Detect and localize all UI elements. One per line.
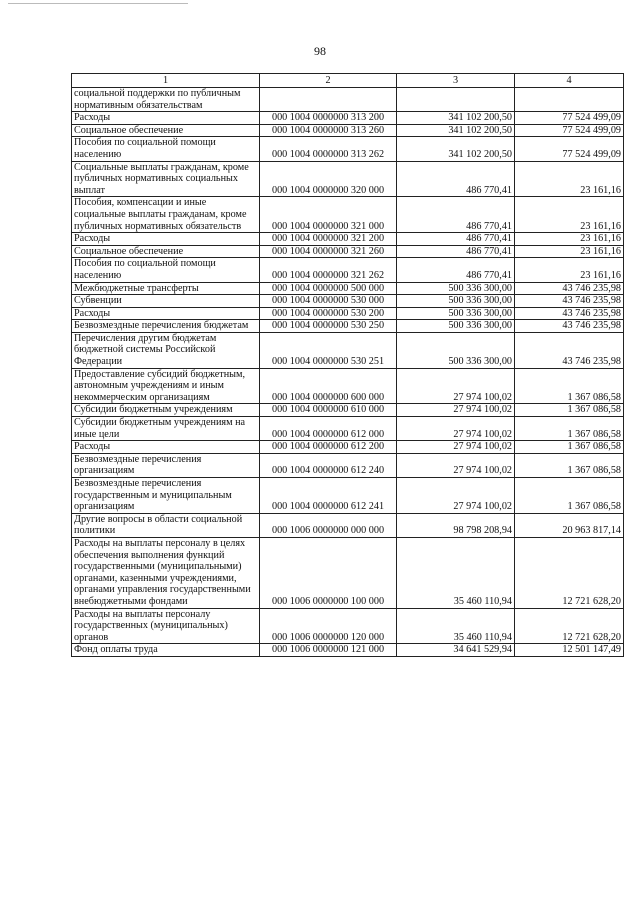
- approved-amount-cell: 27 974 100,02: [397, 368, 515, 404]
- table-row: [72, 608, 624, 644]
- table-row: [72, 112, 624, 125]
- approved-amount-cell: 341 102 200,50: [397, 137, 515, 161]
- table-body: [72, 88, 624, 657]
- budget-code-cell: 000 1004 0000000 612 000: [260, 417, 397, 441]
- item-name-cell: Субвенции: [72, 295, 260, 308]
- approved-amount-cell: 500 336 300,00: [397, 282, 515, 295]
- executed-amount-cell: 43 746 235,98: [515, 282, 624, 295]
- table-row: [72, 417, 624, 441]
- budget-code-cell: 000 1004 0000000 321 000: [260, 197, 397, 233]
- budget-code-cell: 000 1004 0000000 313 260: [260, 124, 397, 137]
- item-name-cell: Пособия по социальной помощи населению: [72, 258, 260, 282]
- table-row: [72, 513, 624, 537]
- executed-amount-cell: 1 367 086,58: [515, 368, 624, 404]
- page-number: 98: [314, 44, 326, 58]
- executed-amount-cell: 77 524 499,09: [515, 112, 624, 125]
- table-row: [72, 537, 624, 608]
- table-row: [72, 258, 624, 282]
- approved-amount-cell: 27 974 100,02: [397, 417, 515, 441]
- approved-amount-cell: 34 641 529,94: [397, 644, 515, 657]
- budget-code-cell: 000 1004 0000000 313 262: [260, 137, 397, 161]
- budget-code-cell: 000 1004 0000000 612 241: [260, 478, 397, 514]
- item-name-cell: Субсидии бюджетным учреждениям на иные цели: [72, 417, 260, 441]
- executed-amount-cell: 12 721 628,20: [515, 608, 624, 644]
- approved-amount-cell: 27 974 100,02: [397, 441, 515, 454]
- table-row: [72, 233, 624, 246]
- item-name-cell: Социальное обеспечение: [72, 245, 260, 258]
- item-name-cell: Межбюджетные трансферты: [72, 282, 260, 295]
- executed-amount-cell: 1 367 086,58: [515, 478, 624, 514]
- approved-amount-cell: 27 974 100,02: [397, 478, 515, 514]
- table-row: [72, 404, 624, 417]
- executed-amount-cell: 23 161,16: [515, 258, 624, 282]
- approved-amount-cell: 500 336 300,00: [397, 307, 515, 320]
- item-name-cell: Безвозмездные перечисления государственным и муниципальным организациям: [72, 478, 260, 514]
- budget-code-cell: 000 1004 0000000 320 000: [260, 161, 397, 197]
- header-col-3: 3: [397, 74, 515, 88]
- table-row: [72, 197, 624, 233]
- header-row: [72, 74, 624, 88]
- budget-code-cell: 000 1004 0000000 530 200: [260, 307, 397, 320]
- approved-amount-cell: 486 770,41: [397, 258, 515, 282]
- table-row: [72, 295, 624, 308]
- table-row: [72, 320, 624, 333]
- table-row: [72, 453, 624, 477]
- budget-code-cell: 000 1004 0000000 530 251: [260, 332, 397, 368]
- approved-amount-cell: 500 336 300,00: [397, 295, 515, 308]
- budget-code-cell: 000 1004 0000000 321 200: [260, 233, 397, 246]
- table-row: [72, 282, 624, 295]
- executed-amount-cell: 20 963 817,14: [515, 513, 624, 537]
- table-row: [72, 124, 624, 137]
- header-col-1: 1: [72, 74, 260, 88]
- item-name-cell: Расходы на выплаты персоналу государственных (муниципальных) органов: [72, 608, 260, 644]
- budget-code-cell: 000 1004 0000000 600 000: [260, 368, 397, 404]
- approved-amount-cell: 27 974 100,02: [397, 453, 515, 477]
- item-name-cell: Перечисления другим бюджетам бюджетной системы Российской Федерации: [72, 332, 260, 368]
- approved-amount-cell: 27 974 100,02: [397, 404, 515, 417]
- approved-amount-cell: 341 102 200,50: [397, 124, 515, 137]
- item-name-cell: Социальное обеспечение: [72, 124, 260, 137]
- budget-code-cell: [260, 88, 397, 112]
- approved-amount-cell: 486 770,41: [397, 245, 515, 258]
- table-row: [72, 644, 624, 657]
- budget-code-cell: 000 1006 0000000 000 000: [260, 513, 397, 537]
- executed-amount-cell: 77 524 499,09: [515, 124, 624, 137]
- header-col-4: 4: [515, 74, 624, 88]
- budget-code-cell: 000 1004 0000000 612 200: [260, 441, 397, 454]
- approved-amount-cell: 35 460 110,94: [397, 537, 515, 608]
- approved-amount-cell: 500 336 300,00: [397, 332, 515, 368]
- executed-amount-cell: 1 367 086,58: [515, 417, 624, 441]
- executed-amount-cell: 23 161,16: [515, 245, 624, 258]
- item-name-cell: Расходы на выплаты персоналу в целях обеспечения выполнения функций государственными (муниципальными) органами, казенными учреждениями, органами управления государственными внебюджетными фондами: [72, 537, 260, 608]
- budget-code-cell: 000 1004 0000000 530 000: [260, 295, 397, 308]
- budget-code-cell: 000 1004 0000000 313 200: [260, 112, 397, 125]
- executed-amount-cell: 43 746 235,98: [515, 320, 624, 333]
- item-name-cell: Субсидии бюджетным учреждениям: [72, 404, 260, 417]
- approved-amount-cell: 486 770,41: [397, 197, 515, 233]
- budget-table: [71, 73, 624, 657]
- executed-amount-cell: 23 161,16: [515, 197, 624, 233]
- table-row: [72, 137, 624, 161]
- approved-amount-cell: 35 460 110,94: [397, 608, 515, 644]
- item-name-cell: Расходы: [72, 233, 260, 246]
- executed-amount-cell: 1 367 086,58: [515, 453, 624, 477]
- budget-code-cell: 000 1004 0000000 321 260: [260, 245, 397, 258]
- budget-code-cell: 000 1004 0000000 500 000: [260, 282, 397, 295]
- item-name-cell: Безвозмездные перечисления организациям: [72, 453, 260, 477]
- executed-amount-cell: 1 367 086,58: [515, 441, 624, 454]
- executed-amount-cell: 77 524 499,09: [515, 137, 624, 161]
- table-row: [72, 245, 624, 258]
- budget-code-cell: 000 1004 0000000 530 250: [260, 320, 397, 333]
- executed-amount-cell: 43 746 235,98: [515, 332, 624, 368]
- table-row: [72, 161, 624, 197]
- item-name-cell: социальной поддержки по публичным нормативным обязательствам: [72, 88, 260, 112]
- item-name-cell: Другие вопросы в области социальной политики: [72, 513, 260, 537]
- item-name-cell: Расходы: [72, 307, 260, 320]
- item-name-cell: Фонд оплаты труда: [72, 644, 260, 657]
- table-row: [72, 478, 624, 514]
- table-row: [72, 441, 624, 454]
- executed-amount-cell: 12 721 628,20: [515, 537, 624, 608]
- executed-amount-cell: 43 746 235,98: [515, 307, 624, 320]
- item-name-cell: Предоставление субсидий бюджетным, автономным учреждениям и иным некоммерческим организациям: [72, 368, 260, 404]
- scan-top-rule: [8, 3, 188, 4]
- budget-code-cell: 000 1006 0000000 120 000: [260, 608, 397, 644]
- table-row: [72, 307, 624, 320]
- budget-code-cell: 000 1004 0000000 321 262: [260, 258, 397, 282]
- executed-amount-cell: 1 367 086,58: [515, 404, 624, 417]
- item-name-cell: Пособия, компенсации и иные социальные выплаты гражданам, кроме публичных нормативных обязательств: [72, 197, 260, 233]
- executed-amount-cell: 23 161,16: [515, 233, 624, 246]
- item-name-cell: Безвозмездные перечисления бюджетам: [72, 320, 260, 333]
- table-row: [72, 332, 624, 368]
- approved-amount-cell: 98 798 208,94: [397, 513, 515, 537]
- item-name-cell: Социальные выплаты гражданам, кроме публичных нормативных социальных выплат: [72, 161, 260, 197]
- approved-amount-cell: 341 102 200,50: [397, 112, 515, 125]
- executed-amount-cell: 23 161,16: [515, 161, 624, 197]
- executed-amount-cell: 43 746 235,98: [515, 295, 624, 308]
- approved-amount-cell: 486 770,41: [397, 161, 515, 197]
- executed-amount-cell: [515, 88, 624, 112]
- approved-amount-cell: 486 770,41: [397, 233, 515, 246]
- table-row: [72, 88, 624, 112]
- table-row: [72, 368, 624, 404]
- header-col-2: 2: [260, 74, 397, 88]
- item-name-cell: Расходы: [72, 112, 260, 125]
- approved-amount-cell: 500 336 300,00: [397, 320, 515, 333]
- budget-code-cell: 000 1006 0000000 100 000: [260, 537, 397, 608]
- approved-amount-cell: [397, 88, 515, 112]
- budget-code-cell: 000 1004 0000000 612 240: [260, 453, 397, 477]
- item-name-cell: Пособия по социальной помощи населению: [72, 137, 260, 161]
- budget-code-cell: 000 1006 0000000 121 000: [260, 644, 397, 657]
- item-name-cell: Расходы: [72, 441, 260, 454]
- budget-code-cell: 000 1004 0000000 610 000: [260, 404, 397, 417]
- executed-amount-cell: 12 501 147,49: [515, 644, 624, 657]
